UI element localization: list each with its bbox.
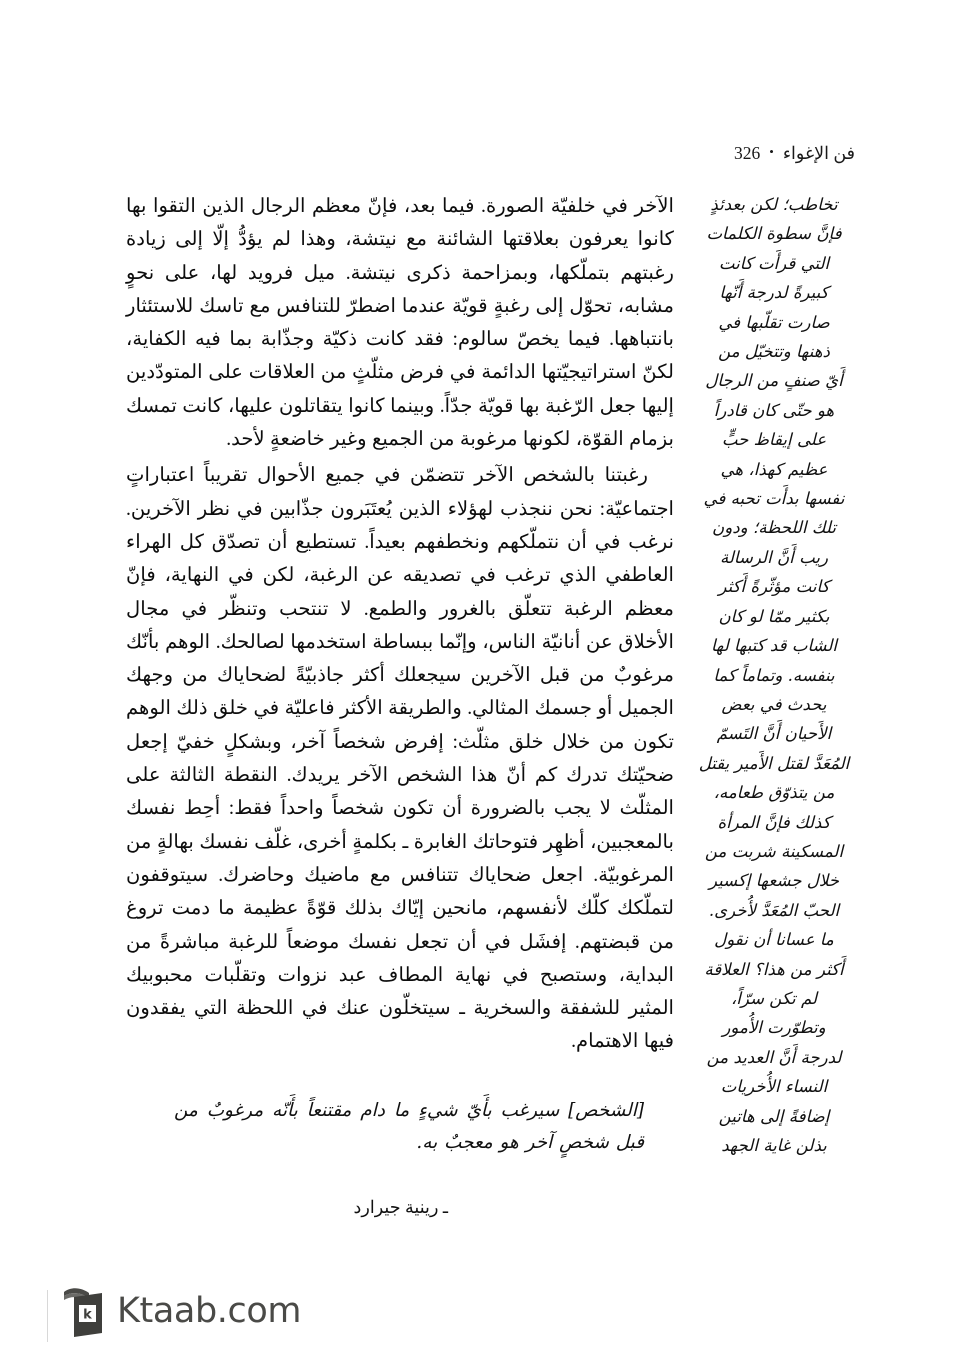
margin-note-line: التي قرأَت كانت <box>718 253 830 273</box>
margin-note-line: ما عسانا أن نقول <box>714 930 834 950</box>
margin-note-line: فإنَّ سطوة الكلمات <box>706 224 842 244</box>
paragraph: رغبتنا بالشخص الآخر تتضمّن في جميع الأحوال تقريباً اعتباراتٍ اجتماعيّة: نحن ننجذب لهؤلاء الذين يُعتَبَرون جذّابين في نظر الآخرين. نرغب في أن نتملّكهم ونخطفهم بعيداً. تستطيع أن تصدّق كل الهراء العاطفي الذي ترغب في تصديقه عن الرغبة، لكن في النهاية، فإنّ معظم الرغبة تتعلّق بالغرور والطمع. لا تنتحب وتنظّر في مجال الأخلاق عن أنانيّة الناس، وإنّما ببساطة استخدمها لصالحك. الوهم بأنّك مرغوبٌ من قبل الآخرين سيجعلك أكثر جاذبيّةً لضحاياك من وجهك الجميل أو جسمك المثالي. والطريقة الأكثر فاعليّة في خلق ذلك الوهم تكون من خلال خلق مثلّث: إفرض شخصاً آخر، وبشكلٍ خفيّ إجعل ضحيّتك تدرك كم أنّ هذا الشخص الآخر يريدك. النقطة الثالثة على المثلّث لا يجب بالضرورة أن تكون شخصاً واحداً فقط: أحِط نفسك بالمعجبين، أظهِر فتوحاتك الغابرة ـ بكلمةٍ أخرى، غلّف نفسك بهالةٍ من المرغوبيّة. اجعل ضحاياك تتنافس مع ماضيك وحاضرك. سيتوقفون لتملّكك كلّك لأنفسهم، مانحين إيّاك بذلك قوّةً عظيمة ما دمت تروغ من قبضتهم. إفشَل في أن تجعل نفسك موضعاً للرغبة مباشرةً من البداية، وستصبح في نهاية المطاف عبد نزوات وتقلّبات محبوبيك المثير للشفقة والسخرية ـ سيتخلّون عنك في اللحظة التي يفقدون فيها الاهتمام. <box>126 465 674 1053</box>
main-text-column <box>126 190 674 1061</box>
margin-note-line: المُعَدَّ لقتل الأَمير يقتل <box>698 753 850 773</box>
pull-quote-attribution: ـ رينية جيرارد <box>353 1197 448 1217</box>
margin-note-line: على إيقاظ حبٍّ <box>721 430 827 450</box>
margin-note-line: الحبّ المُعَدَّ لأُخرى. <box>708 900 840 920</box>
separator-dot: • <box>769 144 774 159</box>
margin-note-column <box>689 190 859 1160</box>
margin-note-line: لدرجة أَنَّ العديد من <box>706 1047 842 1067</box>
margin-note-line: إضافةً إلى هاتين <box>718 1106 830 1126</box>
margin-note-line: وتطوّرت الأُمور <box>722 1018 826 1038</box>
watermark <box>62 1283 301 1339</box>
margin-note-line: يحدث في بعض <box>721 694 827 714</box>
page-edge-line <box>47 1290 48 1342</box>
margin-note-line: خلال جشعها إكسير <box>708 871 839 891</box>
pull-quote-text: [الشخص] سيرغب بأَيّ شيءٍ ما دام مقتنعاً بأَنّه مرغوبٌ من قبل شخصٍ آخر هو معجبٌ به. <box>174 1100 644 1153</box>
margin-note-line: بنفسه. وتماماً كما <box>713 665 835 685</box>
margin-note-line: من يتذوّق طعامه، <box>713 783 835 803</box>
margin-note-line: ريب أَنَّ الرسالة <box>719 547 828 567</box>
margin-note-line: ذهنها وتتخيّل من <box>718 342 830 362</box>
margin-note-line: عظيم كهذا، هي <box>720 459 828 479</box>
margin-note-line: الأَحيان أَنَّ التَسمّ <box>716 724 832 744</box>
margin-note-line: بذلن غاية الجهد <box>721 1136 827 1155</box>
margin-note-line: صارت تقلّبها في <box>718 312 830 332</box>
margin-note-line: لم تكن سرّاً، <box>730 988 818 1008</box>
margin-note-line: كبيرةً لدرجة أَنّها <box>719 283 829 303</box>
margin-note-line: كانت مؤثّرةً أَكثر <box>718 577 830 597</box>
margin-note-line: نفسها بدأَت تحبه في <box>703 489 845 509</box>
margin-note-line: بكثير ممّا لو كان <box>718 606 830 626</box>
margin-note-line: تلك اللحظة؛ ودون <box>712 518 836 538</box>
paragraph: الآخر في خلفيّة الصورة. فيما بعد، فإنّ معظم الرجال الذين التقوا بها كانوا يعرفون بعلاقتها الشائنة مع نيتشة، وهذا لم يؤدُّ إلّا إلى زيادة رغبتهم بتملّكها، وبمزاحمة ذكرى نيتشة. ميل فرويد لها، على نحوٍ مشابه، تحوّل إلى رغبةٍ قويّة عندما اضطرّ للتنافس مع تاسك للاستئثار بانتباهها. فيما يخصّ سالوم: فقد كانت ذكيّة وجذّابة بما فيه الكفاية، لكنّ استراتيجيّتها الدائمة في فرض مثلّثٍ من العلاقات على المتودّدين إليها جعل الرّغبة بها قويّة جدّاً. وبينما كانوا يتقاتلون عليها، كانت تمسك بزمام القوّة، لكونها مرغوبة من الجميع وغير خاضعةٍ لأحد. <box>126 196 674 451</box>
body-area <box>112 190 859 1250</box>
margin-note-line: أَكثر من هذا؟ العلاقة <box>704 959 844 979</box>
margin-note-line: هو حتّى كان قادراً <box>713 400 835 420</box>
margin-note-line: تخاطب؛ لكن بعدئذٍ <box>710 195 838 214</box>
svg-text:k: k <box>83 1307 92 1323</box>
watermark-label: Ktaab.com <box>117 1290 302 1331</box>
margin-note-line: كذلك فإنَّ المرأة <box>717 812 831 832</box>
margin-note-line: النساء الأُخريات <box>720 1077 828 1097</box>
margin-note-line: المسكينة شربت من <box>704 841 844 861</box>
margin-note-line: الشاب قد كتبها لها <box>711 636 837 656</box>
pull-quote-block <box>174 1095 644 1221</box>
page-number: 326 <box>734 143 761 163</box>
margin-note-line: أَيّ صنفٍ من الرجال <box>705 371 843 391</box>
book-icon <box>62 1283 104 1339</box>
book-title: فن الإغواء <box>782 143 855 163</box>
running-head-inner <box>734 143 855 164</box>
running-head <box>0 143 955 173</box>
